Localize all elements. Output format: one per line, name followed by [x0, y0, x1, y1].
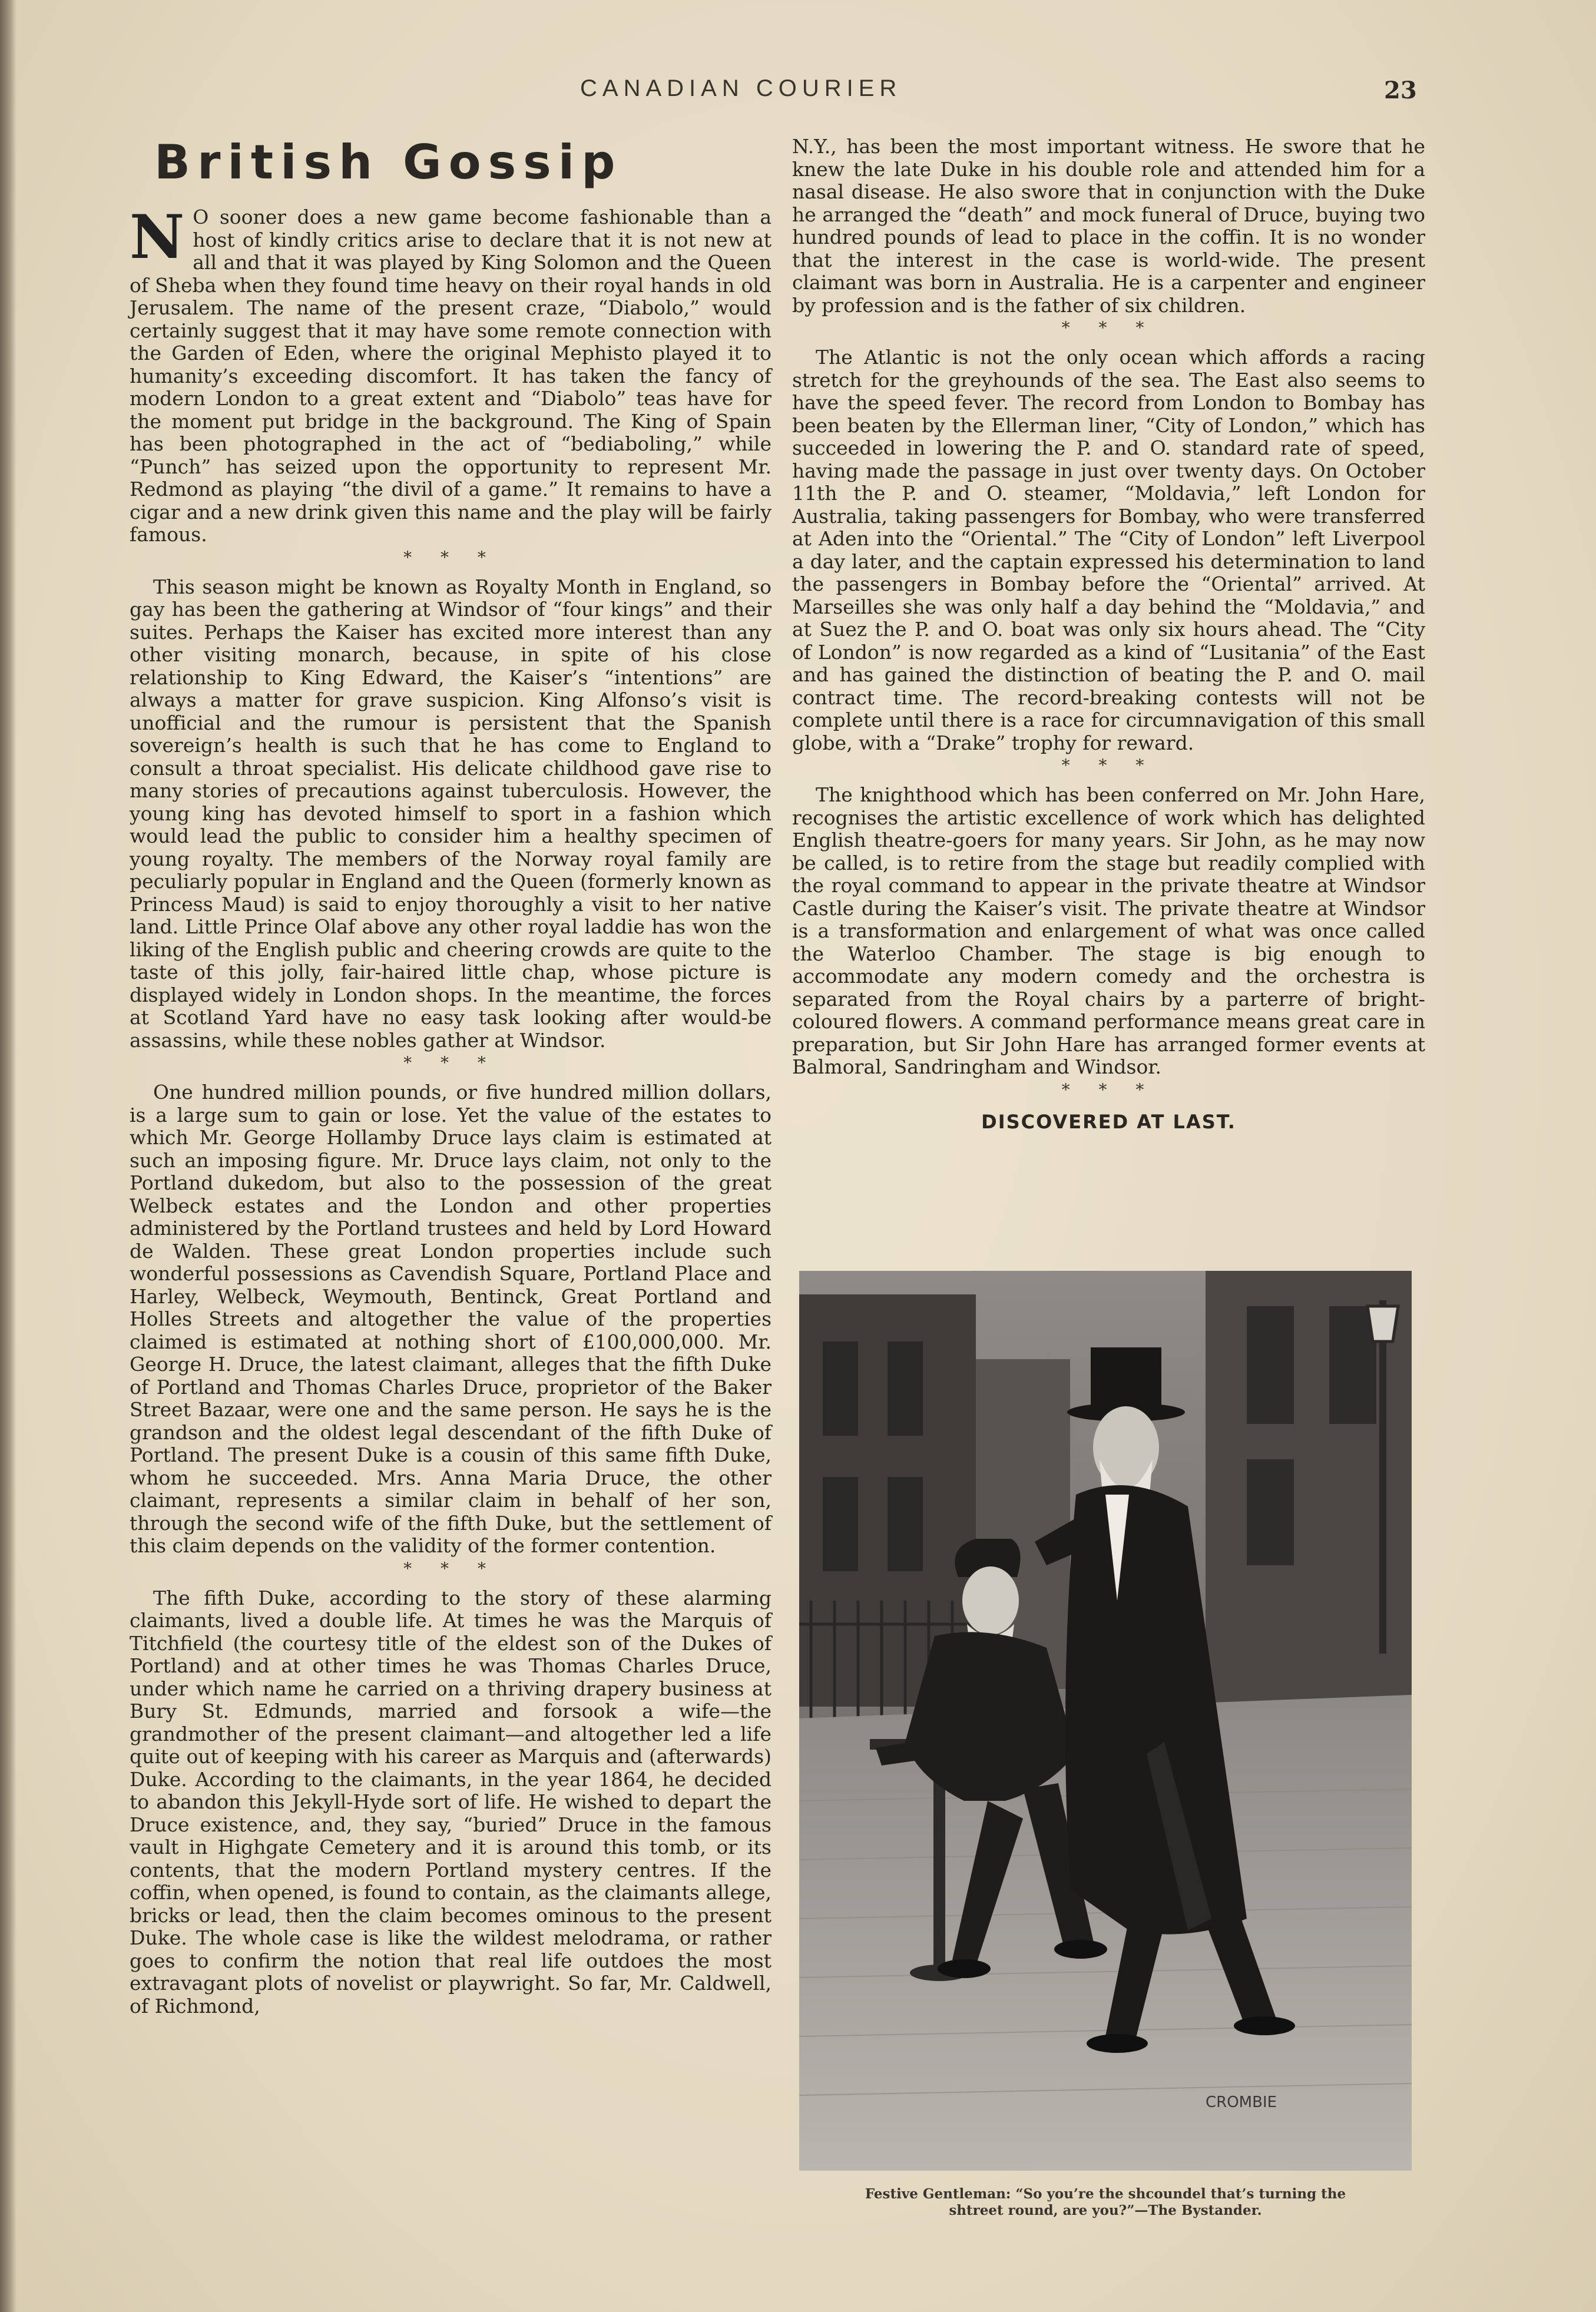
section-separator: * * * [403, 547, 498, 567]
drop-cap: N [130, 202, 185, 273]
binding-shadow [0, 0, 16, 2312]
paragraph-john-hare: The knighthood which has been conferred on Mr. John Hare, recognises the artistic excellence of work which has delighted English theatre-goers for many years. Sir John, as he may now be called, is to retire from the stage but readily complied with the royal command to appear in the private theatre at Windsor Castle during the Kaiser’s visit. The private theatre at Windsor is a transformation and enlargement of what was once called the Waterloo Chamber. The stage is big enough to accommodate any modern comedy and the orchestra is separated from the Royal chairs by a parterre of bright-coloured flowers. A command performance means great care in preparation, but Sir John Hare has arranged former events at Balmoral, Sandringham and Windsor. [792, 783, 1425, 1078]
article-title: British Gossip [154, 135, 622, 190]
cartoon-illustration [799, 1271, 1412, 2171]
section-separator: * * * [403, 1053, 498, 1072]
caption-line: Festive Gentleman: “So you’re the shcoundel that’s turning the [865, 2186, 1346, 2202]
lamp-lantern [1367, 1306, 1398, 1342]
section-separator: * * * [1061, 318, 1156, 337]
paragraph-diabolo: O sooner does a new game become fashionable than a host of kindly critics arise to declare that it is not new at all and that it was played by King Solomon and the Queen of Sheba when they found time heavy on their royal hands in old Jerusalem. The name of the present craze, “Diabolo,” would certainly suggest that it may have some remote connection with the Garden of Eden, where the original Mephisto played it to humanity’s exceeding discomfort. It has taken the fancy of modern London to a great extent and “Diabolo” teas have for the moment put bridge in the background. The King of Spain has been photographed in the act of “bediaboling,” while “Punch” has seized upon the opportunity to represent Mr. Redmond as playing “the divil of a game.” It remains to have a cigar and a new drink given this name and the play will be fairly famous. [130, 206, 771, 546]
right-column [792, 135, 1425, 1148]
page-header [0, 75, 1596, 111]
artist-signature: CROMBIE [1206, 2094, 1277, 2111]
figure-heading: DISCOVERED AT LAST. [981, 1110, 1236, 1133]
section-separator: * * * [1061, 756, 1156, 775]
section-separator: * * * [1061, 1079, 1156, 1099]
cartoon-drawing [799, 1271, 1412, 2171]
figure-caption [799, 2186, 1412, 2219]
lamp-post [1379, 1300, 1386, 1654]
section-separator: * * * [403, 1558, 498, 1578]
paragraph-royalty-month: This season might be known as Royalty Month in England, so gay has been the gathering at Windsor of “four kings” and their suites. Perhaps the Kaiser has excited more interest than any other visiting monarch, because, in spite of his close relationship to King Edward, the Kaiser’s “intentions” are always a matter for grave suspicion. King Alfonso’s visit is unofficial and the rumour is persistent that the Spanish sovereign’s health is such that he has come to England to consult a throat specialist. His delicate childhood gave rise to many stories of precautions against tuberculosis. However, the young king has devoted himself to sport in a fashion which would lead the public to consider him a healthy specimen of young royalty. The members of the Norway royal family are peculiarly popular in England and the Queen (formerly known as Princess Maud) is said to enjoy thoroughly a visit to her native land. Little Prince Olaf above any other royal laddie has won the liking of the English public and cheering crowds are quite to the taste of this jolly, fair-haired little chap, whose picture is displayed widely in London shops. In the meantime, the forces at Scotland Yard have no easy task looking after would-be assassins, while these nobles gather at Windsor. [130, 575, 771, 1052]
left-column [130, 135, 771, 2018]
masthead: CANADIAN COURIER [580, 75, 902, 101]
paragraph-atlantic-race: The Atlantic is not the only ocean which affords a racing stretch for the greyhounds of the sea. The East also seems to have the speed fever. The record from London to Bombay has been beaten by the Ellerman liner, “City of London,” which has succeeded in lowering the P. and O. standard rate of speed, having made the passage in just over twenty days. On October 11th the P. and O. steamer, “Moldavia,” left London for Australia, taking passengers for Bombay, who were transferred at Aden into the “Oriental.” The “City of London” left Liverpool a day later, and the captain expressed his determination to land the passengers in Bombay before the “Oriental” arrived. At Marseilles she was only half a day behind the “Moldavia,” and at Suez the P. and O. boat was only six hours ahead. The “City of London” is now regarded as a kind of “Lusitania” of the East and has gained the distinction of beating the P. and O. mail contract time. The record-breaking contests will not be complete until there is a race for circumnavigation of this small globe, with a “Drake” trophy for reward. [792, 346, 1425, 754]
paragraph-continued-witness: N.Y., has been the most important witness. He swore that he knew the late Duke in his double role and attended him for a nasal disease. He also swore that in conjunction with the Duke he arranged the “death” and mock funeral of Druce, buying two hundred pounds of lead to place in the coffin. It is no wonder that the interest in the case is world-wide. The present claimant was born in Australia. He is a carpenter and engineer by profession and is the father of six children. [792, 135, 1425, 317]
intro-paragraph [130, 202, 771, 546]
page-number: 23 [1384, 77, 1417, 104]
paragraph-druce-claim: One hundred million pounds, or five hundred million dollars, is a large sum to gain or lose. Yet the value of the estates to which Mr. George Hollamby Druce lays claim is estimated at such an imposing figure. Mr. Druce lays claim, not only to the Portland dukedom, but also to the possession of the great Welbeck estates and the London and other properties administered by the Portland trustees and held by Lord Howard de Walden. These great London properties include such wonderful possessions as Cavendish Square, Portland Place and Harley, Welbeck, Weymouth, Bentinck, Great Portland and Holles Streets and altogether the value of the properties claimed is estimated at nothing short of £100,000,000. Mr. George H. Druce, the latest claimant, alleges that the fifth Duke of Portland and Thomas Charles Druce, proprietor of the Baker Street Bazaar, were one and the same person. He says he is the grandson and the oldest legal descendant of the fifth Duke of Portland. The present Duke is a cousin of this same fifth Duke, whom he succeeded. Mrs. Anna Maria Druce, the other claimant, represents a similar claim in behalf of her son, through the second wife of the fifth Duke, but the settlement of this claim depends on the validity of the former contention. [130, 1081, 771, 1557]
paragraph-fifth-duke: The fifth Duke, according to the story of these alarming claimants, lived a double life. At times he was the Marquis of Titchfield (the courtesy title of the eldest son of the Dukes of Portland) and at other times he was Thomas Charles Druce, under which name he carried on a thriving drapery business at Bury St. Edmunds, married and forsook a wife—the grandmother of the present claimant—and altogether led a life quite out of keeping with his career as Marquis and (afterwards) Duke. According to the claimants, in the year 1864, he decided to abandon this Jekyll-Hyde sort of life. He wished to depart the Druce existence, and, they say, “buried” Druce in the famous vault in Highgate Cemetery and it is around this tomb, or its contents, that the modern Portland mystery centres. If the coffin, when opened, is found to contain, as the claimants allege, bricks or lead, then the claim becomes ominous to the present Duke. The whole case is like the wildest melodrama, or rather goes to confirm the notion that real life outdoes the most extravagant plots of novelist or playwright. So far, Mr. Caldwell, of Richmond, [130, 1586, 771, 2018]
caption-line: shtreet round, are you?”—The Bystander. [949, 2202, 1262, 2218]
